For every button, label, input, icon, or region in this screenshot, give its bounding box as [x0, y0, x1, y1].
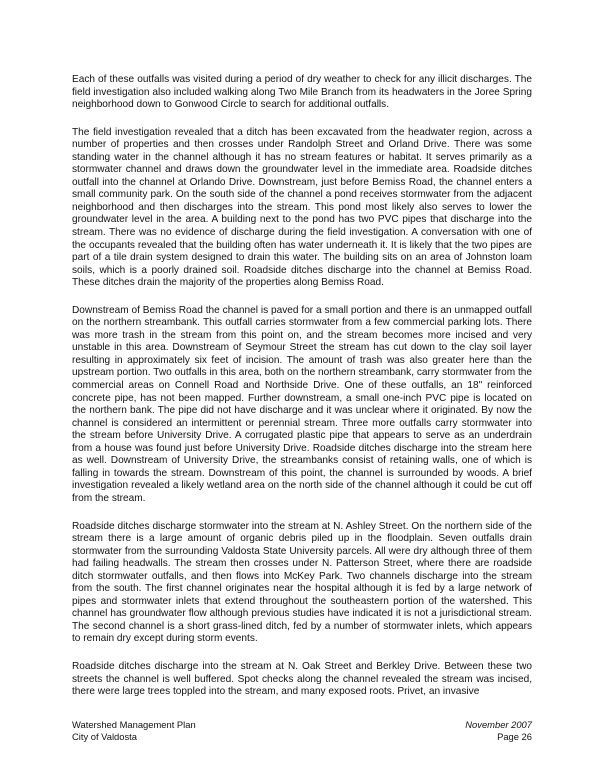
footer-organization: City of Valdosta: [72, 730, 137, 742]
body-text: [72, 74, 532, 714]
footer-left: [72, 719, 196, 742]
footer-document-title: Watershed Management Plan: [72, 719, 196, 730]
page-number: Page 26: [497, 730, 532, 742]
footer-right: [465, 719, 532, 742]
footer-date: November 2007: [465, 719, 532, 730]
paragraph-downstream-bemiss: Downstream of Bemiss Road the channel is paved for a small portion and there is an unmapped outfall on the northern streambank. This outfall carries stormwater from a few commercial parking lots. There was more trash in the stream from this point on, and the stream becomes more incised and very unstable in this area. Downstream of Seymour Street the stream has cut down to the clay soil layer resulting in approximately six feet of incision. The amount of trash was also greater here than the upstream portion. Two outfalls in this area, both on the northern streambank, carry stormwater from the commercial areas on Connell Road and Northside Drive. One of these outfalls, an 18" reinforced concrete pipe, has not been mapped. Further downstream, a small one-inch PVC pipe is located on the northern bank. The pipe did not have discharge and it was unclear where it originated. By now the channel is considered an intermittent or perennial stream. Three more outfalls carry stormwater into the stream before University Drive. A corrugated plastic pipe that appears to serve as an underdrain from a house was found just before University Drive. Roadside ditches discharge into the stream here as well. Downstream of University Drive, the streambanks consist of retaining walls, one of which is falling in towards the stream. Downstream of this point, the channel is surrounded by woods. A brief investigation revealed a likely wetland area on the north side of the channel although it could be cut off from the stream.: [72, 304, 532, 504]
paragraph-outfall-visits: Each of these outfalls was visited during a period of dry weather to check for any illicit discharges. The field investigation also included walking along Two Mile Branch from its headwaters in the Joree Spring neighborhood down to Gonwood Circle to search for additional outfalls.: [72, 74, 532, 111]
paragraph-oak-street: Roadside ditches discharge into the stream at N. Oak Street and Berkley Drive. Between these two streets the channel is well buffered. Spot checks along the channel revealed the stream was incised, there were large trees toppled into the stream, and many exposed roots. Privet, an invasive: [72, 660, 532, 698]
paragraph-ashley-street: Roadside ditches discharge stormwater into the stream at N. Ashley Street. On the northern side of the stream there is a large amount of organic debris piled up in the floodplain. Seven outfalls drain stormwater from the surrounding Valdosta State University parcels. All were dry although three of them had failing headwalls. The stream then crosses under N. Patterson Street, where there are roadside ditch stormwater outfalls, and then flows into McKey Park. Two channels discharge into the stream from the south. The first channel originates near the hospital although it is fed by a large network of pipes and stormwater inlets that extend throughout the southeastern portion of the watershed. This channel has groundwater flow although previous studies have indicated it is not a jurisdictional stream. The second channel is a short grass-lined ditch, fed by a number of stormwater inlets, which appears to remain dry except during storm events.: [72, 520, 532, 645]
paragraph-field-investigation: The field investigation revealed that a ditch has been excavated from the headwater region, across a number of properties and then crosses under Randolph Street and Orland Drive. There was some standing water in the channel although it has no stream features or habitat. It serves primarily as a stormwater channel and draws down the groundwater level in the immediate area. Roadside ditches outfall into the channel at Orlando Drive. Downstream, just before Bemiss Road, the channel enters a small community park. On the south side of the channel a pond receives stormwater from the adjacent neighborhood and then discharges into the stream. This pond most likely also serves to lower the groundwater level in the area. A building next to the pond has two PVC pipes that discharge into the stream. There was no evidence of discharge during the field investigation. A conversation with one of the occupants revealed that the building often has water underneath it. It is likely that the two pipes are part of a tile drain system designed to drain this water. The building sits on an area of Johnston loam soils, which is a poorly drained soil. Roadside ditches discharge into the channel at Bemiss Road. These ditches drain the majority of the properties along Bemiss Road.: [72, 126, 532, 289]
